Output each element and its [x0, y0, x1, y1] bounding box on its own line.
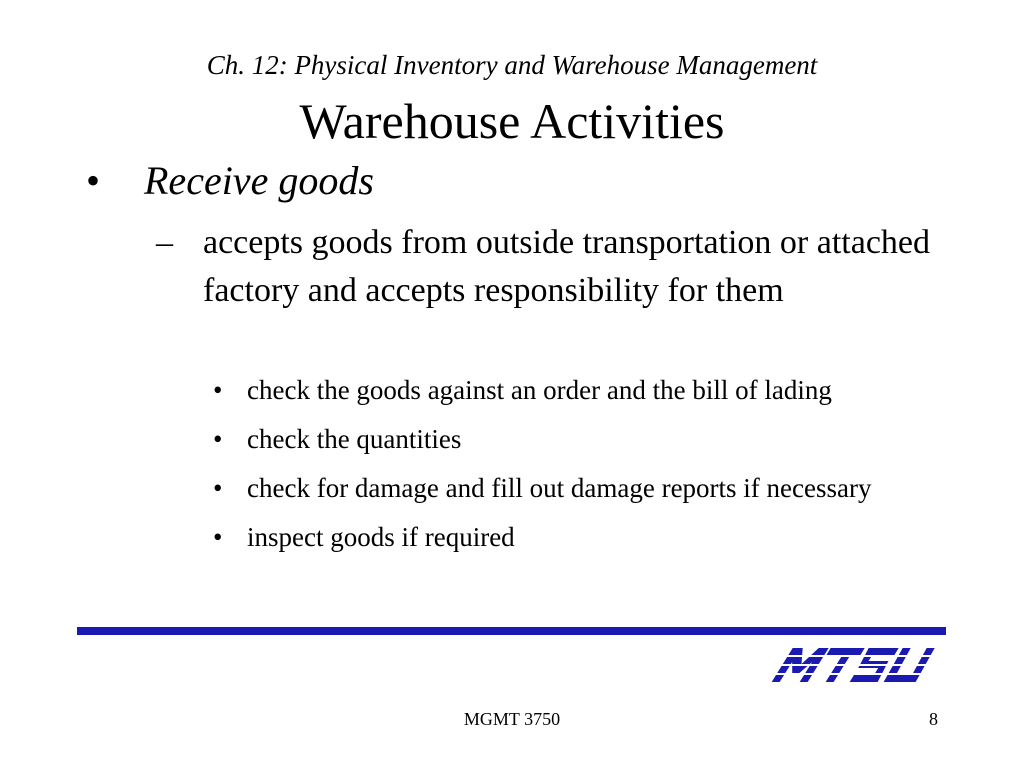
- detail-bullet: •: [213, 375, 223, 405]
- detail-text: check the goods against an order and the bill of lading: [247, 375, 832, 405]
- bullet-marker: •: [86, 158, 101, 203]
- mtsu-logo: [770, 644, 944, 686]
- slide-title: Warehouse Activities: [299, 93, 725, 149]
- detail-bullet: •: [213, 522, 223, 552]
- detail-item: [0, 421, 1024, 457]
- detail-item: [0, 372, 1024, 408]
- sub-bullet-accepts-goods: accepts goods from outside transportation or attached factory and accepts responsibility for them: [203, 224, 930, 309]
- bullet-receive-goods: Receive goods: [144, 158, 374, 203]
- sub-bullet-dash: –: [156, 224, 173, 261]
- detail-text: check for damage and fill out damage reports if necessary: [247, 473, 872, 503]
- footer-page-number: 8: [929, 709, 938, 729]
- slide-subtitle: Ch. 12: Physical Inventory and Warehouse Management: [206, 50, 818, 80]
- detail-text: check the quantities: [247, 424, 462, 454]
- detail-text: inspect goods if required: [247, 522, 515, 552]
- footer-divider: [77, 627, 946, 635]
- footer-course: MGMT 3750: [463, 709, 561, 729]
- detail-list: [0, 372, 1024, 568]
- detail-item: [0, 519, 1024, 555]
- detail-bullet: •: [213, 473, 223, 503]
- detail-bullet: •: [213, 424, 223, 454]
- detail-item: [0, 470, 1024, 506]
